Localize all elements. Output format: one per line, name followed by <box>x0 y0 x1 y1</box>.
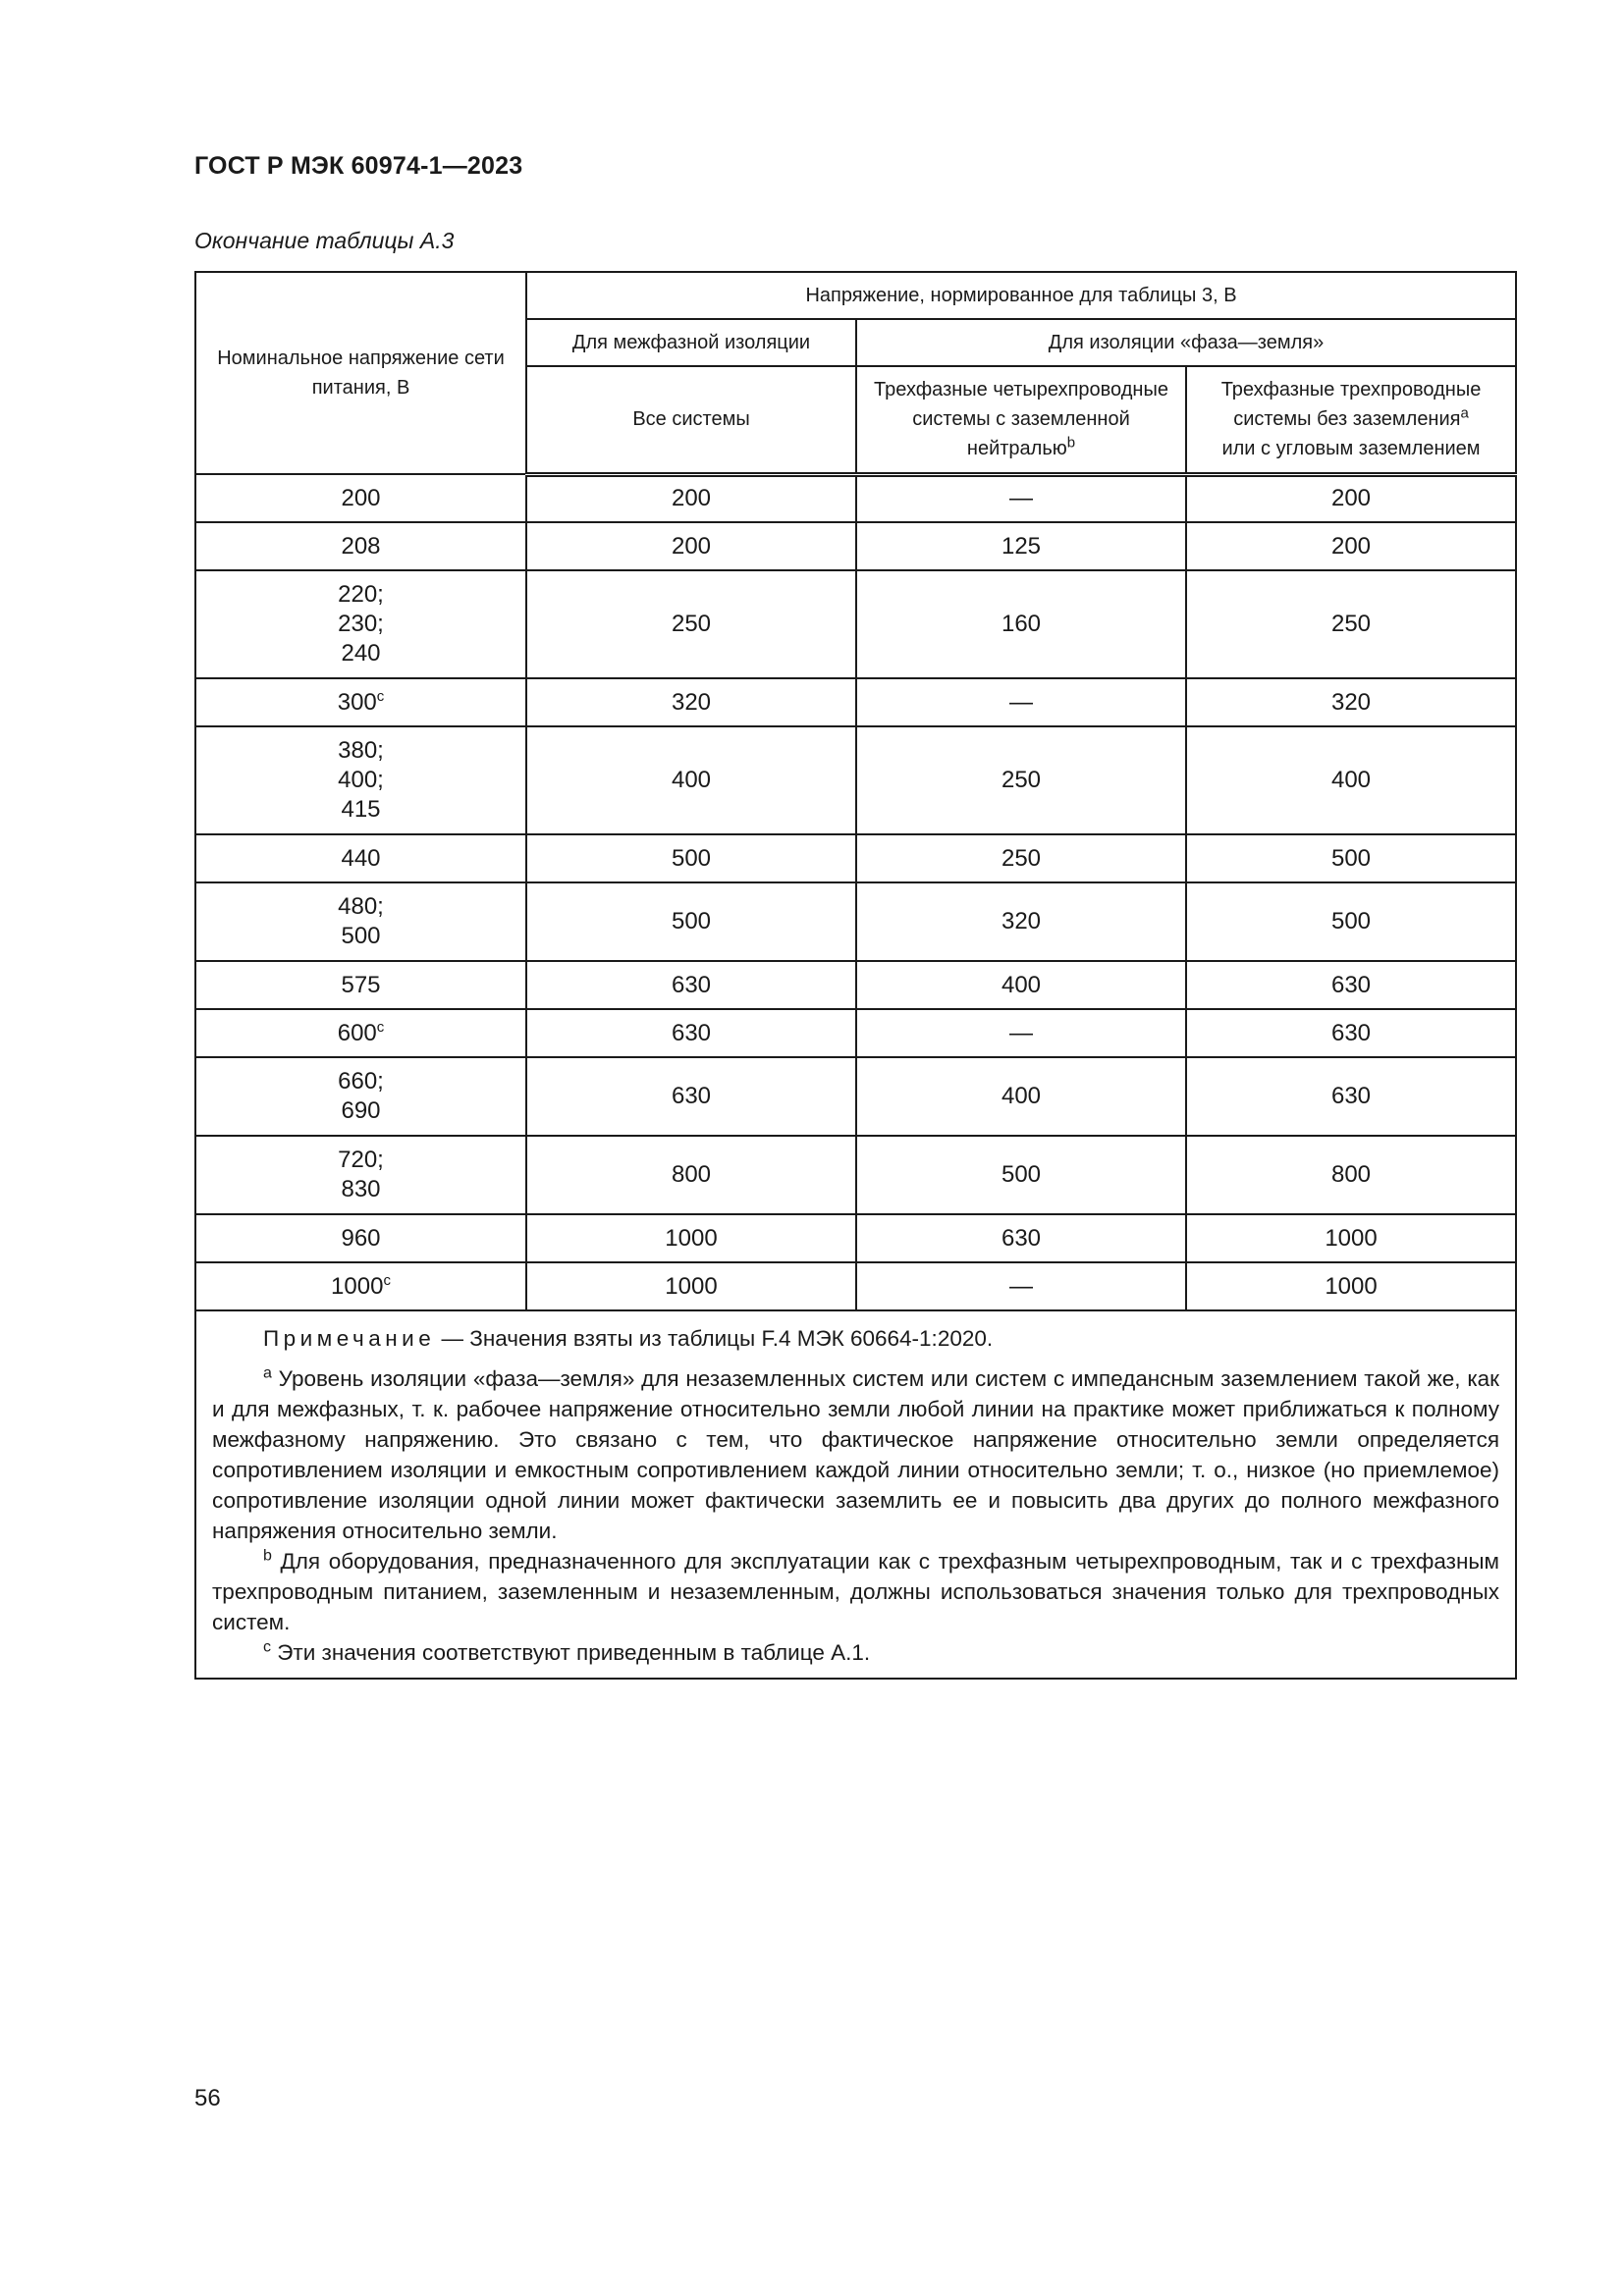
footnote-text: Уровень изоляции «фаза—земля» для незаземленных систем или систем с импедансным заземлением такой же, как и для межфазных, т. к. рабочее напряжение относительно земли любой линии на практике может приближаться к полному межфазному напряжению. Это связано с тем, что фактическое напряжение относительно земли определяется сопротивлением изоляции и емкостным сопротивлением каждой линии относительно земли; т. о., низкое (но приемлемое) сопротивление изоляции одной линии может фактически заземлить ее и повысить два других до полного межфазного напряжения относительно земли. <box>212 1366 1500 1543</box>
cell-four-wire <box>856 961 1186 1009</box>
cell-all-systems <box>526 1136 856 1214</box>
cell-four-wire <box>856 1009 1186 1057</box>
cell-four-wire-value: — <box>1009 688 1033 716</box>
header-three-wire-text-2: или с угловым заземлением <box>1221 438 1481 460</box>
cell-nominal-voltage <box>195 522 526 570</box>
footnote-ref-c: c <box>376 1018 385 1036</box>
footnote-mark: a <box>263 1364 272 1382</box>
table-row <box>195 474 1516 522</box>
cell-three-wire-value: 800 <box>1330 1161 1372 1188</box>
cell-three-wire <box>1186 961 1516 1009</box>
footnote-ref-b: b <box>1066 434 1076 452</box>
cell-all-systems-value: 400 <box>671 767 712 793</box>
cell-nominal-voltage <box>195 834 526 882</box>
cell-three-wire-value: 200 <box>1330 485 1372 512</box>
header-interphase: Для межфазной изоляции <box>526 319 856 366</box>
footnote-a <box>212 1363 1499 1546</box>
cell-nominal-voltage-value: 480; 500 <box>338 893 384 949</box>
cell-four-wire <box>856 570 1186 678</box>
cell-nominal-voltage-value: 440 <box>341 844 381 872</box>
cell-nominal-voltage-value: 600 <box>337 1019 377 1046</box>
table-row <box>195 678 1516 726</box>
cell-all-systems-value: 630 <box>671 1019 712 1046</box>
table-row <box>195 1214 1516 1262</box>
cell-nominal-voltage <box>195 474 526 522</box>
cell-three-wire <box>1186 834 1516 882</box>
cell-three-wire-value: 630 <box>1330 1019 1372 1046</box>
note-main <box>212 1323 1499 1354</box>
cell-four-wire-value: 630 <box>1001 1224 1042 1252</box>
table-caption: Окончание таблицы А.3 <box>194 228 455 253</box>
cell-all-systems-value: 630 <box>671 971 712 998</box>
cell-four-wire-value: 125 <box>1001 532 1042 560</box>
cell-four-wire-value: — <box>1009 1019 1033 1046</box>
cell-three-wire <box>1186 678 1516 726</box>
cell-three-wire-value: 200 <box>1330 532 1372 560</box>
cell-three-wire <box>1186 522 1516 570</box>
table-row <box>195 570 1516 678</box>
cell-all-systems-value: 500 <box>671 908 712 934</box>
header-group-voltage: Напряжение, нормированное для таблицы 3, В <box>526 272 1516 319</box>
note-label: Примечание <box>263 1326 436 1351</box>
footnote-c <box>212 1637 1499 1668</box>
cell-all-systems <box>526 522 856 570</box>
footnote-ref-c: c <box>383 1271 391 1289</box>
header-three-wire-text: Трехфазные трехпроводные системы без заземления <box>1220 379 1482 431</box>
table-row <box>195 1262 1516 1310</box>
cell-nominal-voltage <box>195 1057 526 1136</box>
footnote-mark: b <box>263 1547 272 1565</box>
table-row <box>195 882 1516 961</box>
cell-all-systems-value: 1000 <box>665 1272 718 1300</box>
cell-all-systems-value: 200 <box>671 485 712 512</box>
cell-four-wire-value: 400 <box>1001 971 1042 998</box>
cell-four-wire <box>856 474 1186 522</box>
cell-three-wire <box>1186 882 1516 961</box>
cell-three-wire <box>1186 570 1516 678</box>
cell-all-systems <box>526 726 856 834</box>
cell-nominal-voltage <box>195 1262 526 1310</box>
header-three-wire <box>1186 366 1516 474</box>
cell-four-wire <box>856 1057 1186 1136</box>
notes-row <box>195 1310 1516 1679</box>
cell-nominal-voltage-value: 720; 830 <box>338 1147 384 1202</box>
cell-all-systems <box>526 1214 856 1262</box>
cell-nominal-voltage-value: 660; 690 <box>338 1068 384 1124</box>
cell-three-wire-value: 630 <box>1330 1083 1372 1109</box>
voltage-table <box>194 271 1517 1680</box>
page-number: 56 <box>194 2085 221 2111</box>
cell-three-wire-value: 1000 <box>1325 1272 1378 1300</box>
note-text: — Значения взяты из таблицы F.4 МЭК 60664-1:2020. <box>435 1326 994 1351</box>
cell-nominal-voltage-value: 1000 <box>331 1272 384 1300</box>
cell-three-wire <box>1186 1057 1516 1136</box>
cell-four-wire-value: 500 <box>1001 1161 1042 1188</box>
header-four-wire-text: Трехфазные четырехпроводные системы с заземленной нейтралью <box>874 379 1168 460</box>
cell-all-systems <box>526 678 856 726</box>
cell-four-wire <box>856 726 1186 834</box>
footnote-b <box>212 1546 1499 1637</box>
cell-four-wire-value: 320 <box>1001 908 1042 934</box>
header-nominal-voltage: Номинальное напряжение сети питания, В <box>195 272 526 474</box>
cell-all-systems-value: 200 <box>671 532 712 560</box>
cell-nominal-voltage-value: 300 <box>337 688 377 716</box>
cell-four-wire <box>856 522 1186 570</box>
cell-four-wire-value: 160 <box>1001 611 1042 637</box>
cell-four-wire-value: — <box>1009 485 1033 512</box>
document-header: ГОСТ Р МЭК 60974-1—2023 <box>194 152 523 180</box>
cell-three-wire-value: 500 <box>1330 908 1372 934</box>
cell-nominal-voltage <box>195 882 526 961</box>
cell-all-systems <box>526 882 856 961</box>
cell-nominal-voltage-value: 200 <box>341 484 381 511</box>
cell-three-wire-value: 630 <box>1330 971 1372 998</box>
cell-four-wire <box>856 1136 1186 1214</box>
cell-all-systems-value: 800 <box>671 1161 712 1188</box>
cell-nominal-voltage <box>195 961 526 1009</box>
cell-all-systems-value: 320 <box>671 688 712 716</box>
table-row <box>195 834 1516 882</box>
cell-three-wire <box>1186 726 1516 834</box>
cell-nominal-voltage <box>195 1214 526 1262</box>
footnote-ref-c: c <box>376 687 385 705</box>
cell-all-systems-value: 250 <box>671 611 712 637</box>
cell-four-wire-value: 250 <box>1001 844 1042 872</box>
cell-three-wire-value: 500 <box>1330 844 1372 872</box>
cell-four-wire <box>856 834 1186 882</box>
cell-nominal-voltage-value: 575 <box>341 971 381 998</box>
cell-three-wire <box>1186 1214 1516 1262</box>
cell-all-systems-value: 1000 <box>665 1224 718 1252</box>
table-row <box>195 1057 1516 1136</box>
cell-all-systems-value: 500 <box>671 844 712 872</box>
cell-four-wire <box>856 1214 1186 1262</box>
footnote-text: Для оборудования, предназначенного для эксплуатации как с трехфазным четырехпроводным, так и с трехфазным трехпроводным питанием, заземленным и незаземленным, должны использоваться значения только для трехпроводных систем. <box>212 1549 1500 1634</box>
cell-all-systems <box>526 961 856 1009</box>
cell-all-systems <box>526 834 856 882</box>
cell-nominal-voltage <box>195 570 526 678</box>
header-phase-earth: Для изоляции «фаза—земля» <box>856 319 1516 366</box>
cell-four-wire <box>856 882 1186 961</box>
table-row <box>195 726 1516 834</box>
cell-nominal-voltage <box>195 1136 526 1214</box>
cell-three-wire-value: 1000 <box>1325 1224 1378 1252</box>
cell-three-wire <box>1186 1262 1516 1310</box>
cell-four-wire <box>856 1262 1186 1310</box>
cell-four-wire-value: — <box>1009 1272 1033 1300</box>
header-four-wire <box>856 366 1186 474</box>
footnote-mark: c <box>263 1638 271 1656</box>
table-row <box>195 1009 1516 1057</box>
header-all-systems: Все системы <box>526 366 856 474</box>
table-row <box>195 1136 1516 1214</box>
footnote-ref-a: a <box>1460 404 1469 422</box>
cell-three-wire <box>1186 1136 1516 1214</box>
cell-three-wire-value: 400 <box>1330 767 1372 793</box>
cell-three-wire <box>1186 474 1516 522</box>
cell-four-wire-value: 250 <box>1001 767 1042 793</box>
cell-all-systems <box>526 474 856 522</box>
cell-all-systems <box>526 1262 856 1310</box>
table-row <box>195 961 1516 1009</box>
cell-three-wire <box>1186 1009 1516 1057</box>
cell-all-systems-value: 630 <box>671 1083 712 1109</box>
cell-nominal-voltage <box>195 726 526 834</box>
cell-three-wire-value: 250 <box>1330 611 1372 637</box>
cell-nominal-voltage-value: 208 <box>341 532 381 560</box>
cell-all-systems <box>526 570 856 678</box>
cell-nominal-voltage <box>195 1009 526 1057</box>
footnote-text: Эти значения соответствуют приведенным в таблице А.1. <box>271 1640 871 1665</box>
table-body <box>195 474 1516 1679</box>
cell-all-systems <box>526 1009 856 1057</box>
cell-nominal-voltage-value: 960 <box>341 1224 381 1252</box>
cell-nominal-voltage-value: 220; 230; 240 <box>338 581 384 667</box>
cell-all-systems <box>526 1057 856 1136</box>
cell-four-wire <box>856 678 1186 726</box>
cell-nominal-voltage <box>195 678 526 726</box>
cell-three-wire-value: 320 <box>1330 688 1372 716</box>
cell-four-wire-value: 400 <box>1001 1083 1042 1109</box>
cell-nominal-voltage-value: 380; 400; 415 <box>338 737 384 823</box>
notes-cell <box>195 1310 1516 1679</box>
table-row <box>195 522 1516 570</box>
